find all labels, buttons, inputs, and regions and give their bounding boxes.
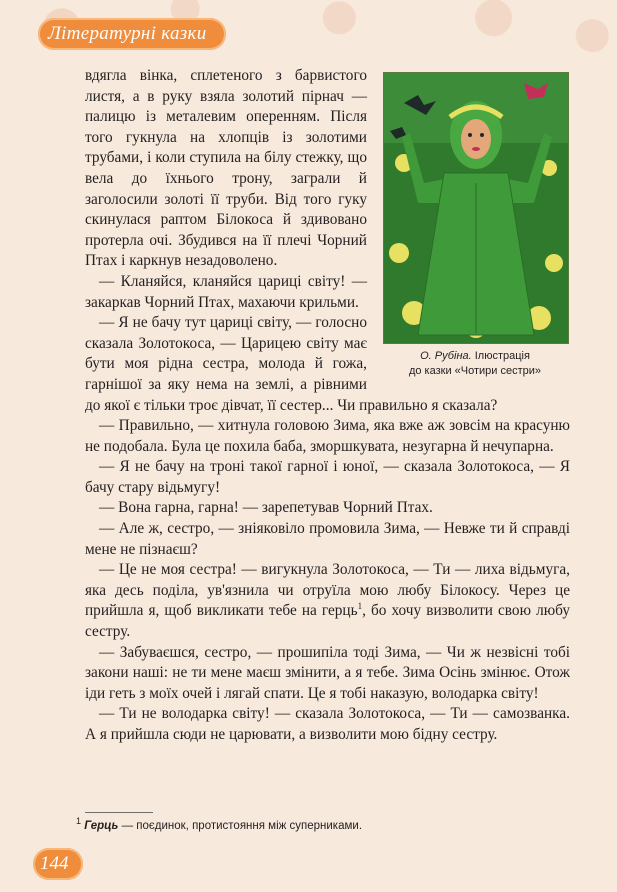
paragraph-9: — Забуваєшся, сестро, — прошипіла тоді Зима, — Чи ж незвісні тобі закони наші: не ти мене маєш змінити, а я тебе. Зима Осінь змінює. Отож іди геть з моїх очей і лягай спати. Це я тобі наказую, володарка світу! [85, 643, 570, 702]
footnote-term: Герць [84, 820, 119, 832]
paragraph-1: вдягла вінка, сплетеного з барвистого листя, а в руку взяла золотий пірнач — палицю із металевим оперенням. Після того гукнула на хлопців із золотими трубами, і коли ступила на білу стежку, що вела до їхнього трону, заграли й заголосили золоті її труби. Від того гуку скинулася раптом Білокоса й здивовано протерла очі. Збудився на її плечі Чорний Птах і каркнув незадоволено. [85, 67, 367, 270]
paragraph-7: — Але ж, сестро, — зніяковіло промовила Зима, — Невже ти й справді мене не пізнаєш? [85, 520, 570, 558]
footnote [76, 818, 576, 834]
paragraph-2: — Кланяйся, кланяйся цариці світу! — закаркав Чорний Птах, махаючи крильми. [85, 272, 367, 311]
section-title: Літературні казки [48, 23, 207, 44]
paragraph-6: — Вона гарна, гарна! — зарепетував Чорний Птах. [99, 499, 433, 517]
footnote-divider [85, 812, 153, 813]
story-text [85, 66, 570, 746]
paragraph-8-text: — Це не моя сестра! — вигукнула Золотокоса, — Ти — лиха відьмуга, яка десь поділа, ув'язнила чи отруїла мою любу Білокосу. Через це прийшла я, щоб викликати тебе на герць [85, 561, 570, 620]
footnote-definition: — поєдинок, протистояння між суперниками. [118, 820, 363, 832]
illustration-image [383, 72, 569, 344]
caption-line-1: Ілюстрація [471, 350, 530, 362]
paragraph-5: — Я не бачу на троні такої гарної і юної, — сказала Золотокоса, — Я бачу стару відьмугу! [85, 458, 570, 496]
paragraph-8-tail: , бо хочу визволити свою любу сестру. [85, 602, 570, 641]
caption-line-2: до казки «Чотири сестри» [408, 365, 542, 377]
illustration-figure [377, 72, 573, 379]
paragraph-8 [85, 560, 570, 642]
section-title-tab [38, 18, 226, 50]
page-number-badge [33, 848, 83, 880]
illustration-caption [377, 349, 573, 379]
page-number: 144 [40, 853, 69, 874]
paragraph-10: — Ти не володарка світу! — сказала Золотокоса, — Ти — самозванка. А я прийшла сюди не царювати, а визволити мою бідну сестру. [85, 705, 570, 743]
caption-author: О. Рубіна. [420, 350, 472, 362]
footnote-reference[interactable]: 1 [357, 601, 363, 612]
footnote-marker: 1 [76, 816, 82, 827]
paragraph-4: — Правильно, — хитнула головою Зима, яка вже аж зовсім на красуню не подобала. Була це похила баба, зморшкувата, незугарна й нечупарна. [85, 417, 570, 455]
paragraph-3: — Я не бачу тут цариці світу, — голосно сказала Золотокоса, — Царицею світу має бути моя рідна сестра, молода й гожа, гарнішої за яку нема на землі, а рівними до якої є тільки троє дівчат, її сестер... Чи правильно я сказала? [85, 314, 498, 414]
